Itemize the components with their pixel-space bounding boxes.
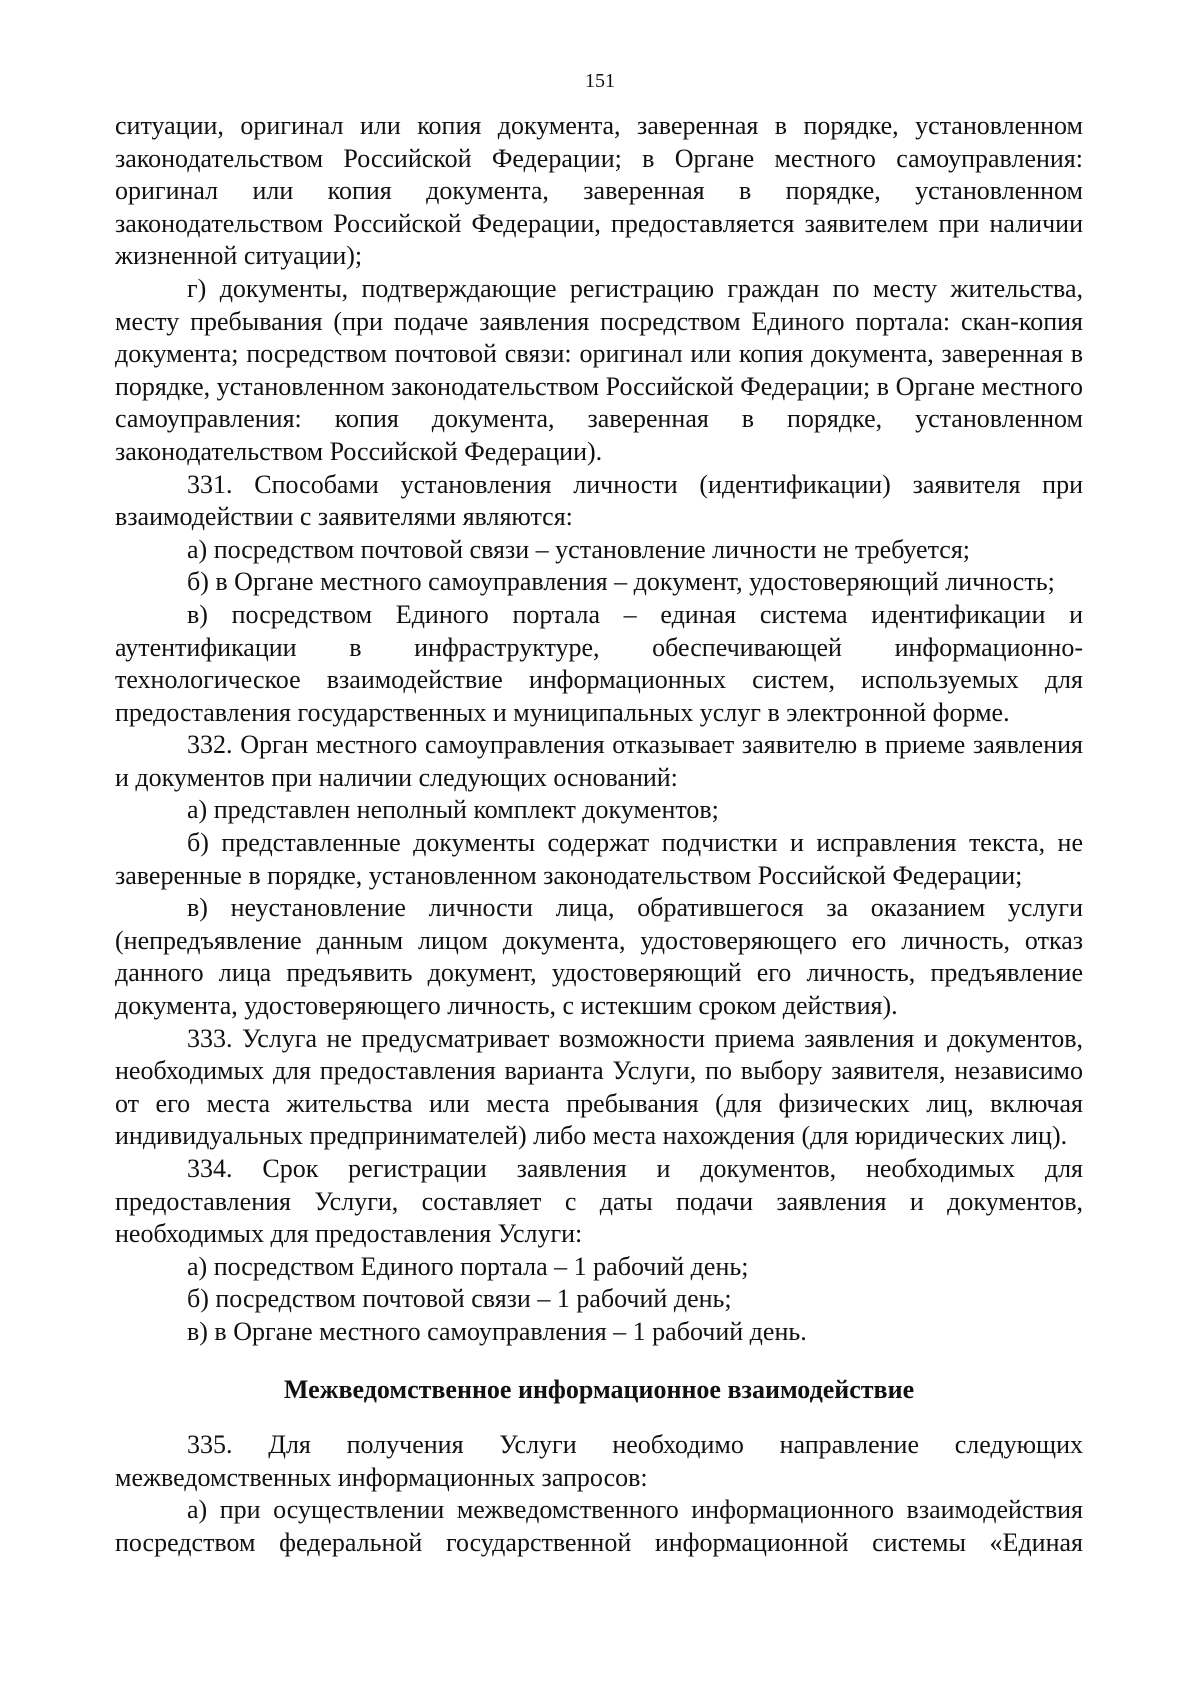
paragraph-332-item-b: б) представленные документы содержат подчистки и исправления текста, не заверенные в порядке, установленном законодательством Российской Федерации; [115,828,1083,890]
paragraph-331-item-b: б) в Органе местного самоуправления – документ, удостоверяющий личность; [187,567,1055,597]
paragraph-334-item-b: б) посредством почтовой связи – 1 рабочий день; [187,1284,732,1314]
paragraph-335: 335. Для получения Услуги необходимо направление следующих межведомственных информационных запросов: [115,1430,1083,1492]
paragraph-333: 333. Услуга не предусматривает возможности приема заявления и документов, необходимых для предоставления варианта Услуги, по выбору заявителя, независимо от его места жительства или места пребывания (для физических лиц, включая индивидуальных предпринимателей) либо места нахождения (для юридических лиц). [115,1023,1083,1151]
page-number: 151 [585,70,615,92]
paragraph-331-item-v: в) посредством Единого портала – единая система идентификации и аутентификации в инфраструктуре, обеспечивающей информационно-технологическое взаимодействие информационных систем, используемых для предоставления государственных и муниципальных услуг в электронной форме. [115,599,1083,727]
paragraph-334-item-v: в) в Органе местного самоуправления – 1 рабочий день. [187,1316,807,1346]
section-heading: Межведомственное информационное взаимодействие [283,1374,915,1404]
paragraph-item-g-registration-documents: г) документы, подтверждающие регистрацию граждан по месту жительства, месту пребывания (при подаче заявления посредством Единого портала: скан-копия документа; посредством почтовой связи: оригинал или копия документа, заверенная в порядке, установленном законодательством Российской Федерации; в Органе местного самоуправления: копия документа, заверенная в порядке, установленном законодательством Российской Федерации). [115,273,1083,466]
paragraph-continuation: ситуации, оригинал или копия документа, заверенная в порядке, установленном законодательством Российской Федерации; в Органе местного самоуправления: оригинал или копия документа, заверенная в порядке, установленном законодательством Российской Федерации, предоставляется заявителем при наличии жизненной ситуации); [115,111,1083,271]
paragraph-332: 332. Орган местного самоуправления отказывает заявителю в приеме заявления и документов при наличии следующих оснований: [115,730,1083,792]
paragraph-331: 331. Способами установления личности (идентификации) заявителя при взаимодействии с заявителями являются: [115,469,1083,532]
paragraph-331-item-a: а) посредством почтовой связи – установление личности не требуется; [187,534,970,564]
document-body [115,110,1083,1560]
paragraph-332-item-a: а) представлен неполный комплект документов; [187,795,719,825]
paragraph-332-item-v: в) неустановление личности лица, обратившегося за оказанием услуги (непредъявление данным лицом документа, удостоверяющего его личность, отказ данного лица предъявить документ, удостоверяющий его личность, предъявление документа, удостоверяющего личность, с истекшим сроком действия). [115,893,1083,1021]
paragraph-334: 334. Срок регистрации заявления и документов, необходимых для предоставления Услуги, составляет с даты подачи заявления и документов, необходимых для предоставления Услуги: [115,1154,1083,1249]
paragraph-334-item-a: а) посредством Единого портала – 1 рабочий день; [187,1251,749,1281]
paragraph-335-item-a: а) при осуществлении межведомственного информационного взаимодействия посредством федеральной государственной информационной системы «Единая [115,1495,1083,1557]
